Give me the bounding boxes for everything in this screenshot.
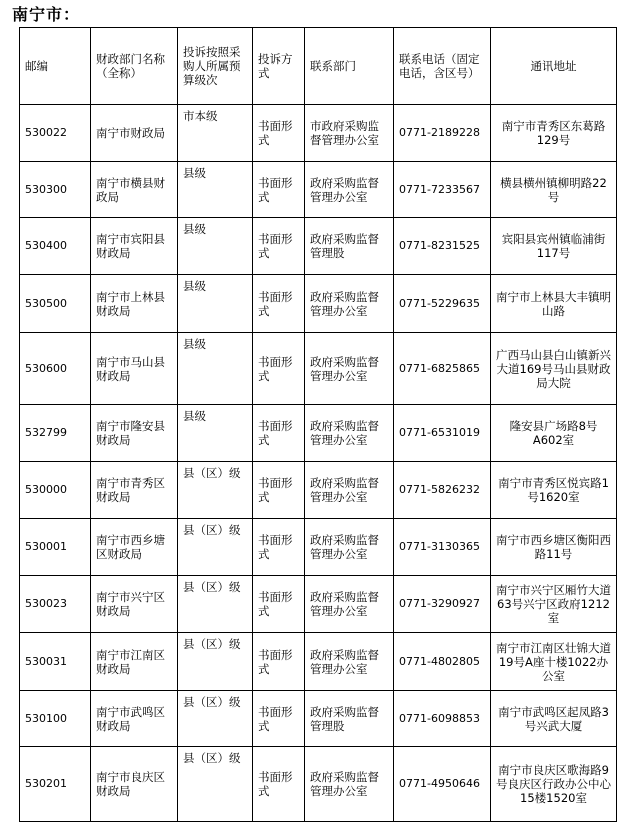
cell-phone: 0771-6531019 — [394, 405, 491, 462]
cell-method: 书面形式 — [253, 275, 305, 333]
cell-dept: 南宁市马山县财政局 — [91, 333, 178, 405]
cell-phone: 0771-6825865 — [394, 333, 491, 405]
cell-zip: 530001 — [20, 519, 91, 576]
header-contact: 联系部门 — [305, 28, 394, 105]
table-row — [20, 162, 617, 218]
cell-method: 书面形式 — [253, 405, 305, 462]
cell-contact: 政府采购监督管理股 — [305, 691, 394, 747]
cell-address: 横县横州镇柳明路22号 — [491, 162, 617, 218]
cell-zip: 530400 — [20, 218, 91, 275]
cell-address: 隆安县广场路8号A602室 — [491, 405, 617, 462]
cell-level: 市本级 — [178, 105, 253, 162]
cell-dept: 南宁市青秀区财政局 — [91, 462, 178, 519]
cell-level: 县（区）级 — [178, 576, 253, 633]
cell-contact: 政府采购监督管理办公室 — [305, 633, 394, 691]
cell-level: 县级 — [178, 333, 253, 405]
cell-method: 书面形式 — [253, 691, 305, 747]
cell-dept: 南宁市横县财政局 — [91, 162, 178, 218]
cell-contact: 政府采购监督管理办公室 — [305, 162, 394, 218]
header-dept: 财政部门名称（全称） — [91, 28, 178, 105]
cell-phone: 0771-2189228 — [394, 105, 491, 162]
cell-level: 县级 — [178, 218, 253, 275]
table-row — [20, 405, 617, 462]
cell-zip: 530100 — [20, 691, 91, 747]
cell-contact: 市政府采购监督管理办公室 — [305, 105, 394, 162]
cell-zip: 530022 — [20, 105, 91, 162]
cell-zip: 530600 — [20, 333, 91, 405]
header-zip: 邮编 — [20, 28, 91, 105]
table-row — [20, 576, 617, 633]
cell-level: 县（区）级 — [178, 747, 253, 822]
cell-address: 南宁市西乡塘区衡阳西路11号 — [491, 519, 617, 576]
table-row — [20, 275, 617, 333]
cell-dept: 南宁市财政局 — [91, 105, 178, 162]
cell-method: 书面形式 — [253, 218, 305, 275]
table-row — [20, 747, 617, 822]
cell-phone: 0771-5229635 — [394, 275, 491, 333]
cell-address: 南宁市上林县大丰镇明山路 — [491, 275, 617, 333]
cell-dept: 南宁市良庆区财政局 — [91, 747, 178, 822]
cell-address: 南宁市青秀区悦宾路1号1620室 — [491, 462, 617, 519]
header-address: 通讯地址 — [491, 28, 617, 105]
finance-dept-table — [19, 27, 617, 822]
cell-method: 书面形式 — [253, 462, 305, 519]
cell-method: 书面形式 — [253, 633, 305, 691]
cell-level: 县级 — [178, 405, 253, 462]
cell-zip: 530500 — [20, 275, 91, 333]
cell-method: 书面形式 — [253, 333, 305, 405]
cell-address: 南宁市江南区壮锦大道19号A座十楼1022办公室 — [491, 633, 617, 691]
cell-contact: 政府采购监督管理办公室 — [305, 462, 394, 519]
cell-method: 书面形式 — [253, 105, 305, 162]
table-header-row — [20, 28, 617, 105]
cell-level: 县（区）级 — [178, 519, 253, 576]
cell-contact: 政府采购监督管理办公室 — [305, 333, 394, 405]
cell-zip: 530000 — [20, 462, 91, 519]
cell-method: 书面形式 — [253, 576, 305, 633]
header-method: 投诉方式 — [253, 28, 305, 105]
page-title: 南宁市： — [12, 5, 81, 24]
cell-dept: 南宁市江南区财政局 — [91, 633, 178, 691]
table-row — [20, 519, 617, 576]
table-row — [20, 333, 617, 405]
cell-dept: 南宁市武鸣区财政局 — [91, 691, 178, 747]
cell-level: 县（区）级 — [178, 462, 253, 519]
cell-address: 南宁市良庆区歌海路9号良庆区行政办公中心15楼1520室 — [491, 747, 617, 822]
cell-phone: 0771-3130365 — [394, 519, 491, 576]
cell-phone: 0771-6098853 — [394, 691, 491, 747]
cell-contact: 政府采购监督管理办公室 — [305, 747, 394, 822]
cell-contact: 政府采购监督管理办公室 — [305, 576, 394, 633]
cell-address: 宾阳县宾州镇临浦街117号 — [491, 218, 617, 275]
cell-phone: 0771-4950646 — [394, 747, 491, 822]
cell-contact: 政府采购监督管理办公室 — [305, 519, 394, 576]
table-row — [20, 218, 617, 275]
cell-dept: 南宁市上林县财政局 — [91, 275, 178, 333]
cell-phone: 0771-8231525 — [394, 218, 491, 275]
cell-method: 书面形式 — [253, 162, 305, 218]
cell-address: 南宁市青秀区东葛路129号 — [491, 105, 617, 162]
cell-zip: 532799 — [20, 405, 91, 462]
cell-zip: 530201 — [20, 747, 91, 822]
cell-method: 书面形式 — [253, 747, 305, 822]
cell-contact: 政府采购监督管理办公室 — [305, 275, 394, 333]
cell-address: 南宁市武鸣区起凤路3号兴武大厦 — [491, 691, 617, 747]
header-phone: 联系电话（固定电话，含区号） — [394, 28, 491, 105]
cell-phone: 0771-5826232 — [394, 462, 491, 519]
cell-level: 县级 — [178, 275, 253, 333]
cell-dept: 南宁市西乡塘区财政局 — [91, 519, 178, 576]
cell-method: 书面形式 — [253, 519, 305, 576]
table-row — [20, 633, 617, 691]
table-row — [20, 691, 617, 747]
cell-dept: 南宁市宾阳县财政局 — [91, 218, 178, 275]
cell-address: 广西马山县白山镇新兴大道169号马山县财政局大院 — [491, 333, 617, 405]
cell-dept: 南宁市兴宁区财政局 — [91, 576, 178, 633]
cell-level: 县级 — [178, 162, 253, 218]
cell-phone: 0771-3290927 — [394, 576, 491, 633]
header-level: 投诉按照采购人所属预算级次 — [178, 28, 253, 105]
cell-zip: 530023 — [20, 576, 91, 633]
cell-dept: 南宁市隆安县财政局 — [91, 405, 178, 462]
cell-level: 县（区）级 — [178, 691, 253, 747]
cell-phone: 0771-4802805 — [394, 633, 491, 691]
cell-phone: 0771-7233567 — [394, 162, 491, 218]
cell-contact: 政府采购监督管理股 — [305, 218, 394, 275]
table-row — [20, 462, 617, 519]
cell-level: 县（区）级 — [178, 633, 253, 691]
cell-contact: 政府采购监督管理办公室 — [305, 405, 394, 462]
cell-address: 南宁市兴宁区厢竹大道63号兴宁区政府1212室 — [491, 576, 617, 633]
cell-zip: 530300 — [20, 162, 91, 218]
table-row — [20, 105, 617, 162]
cell-zip: 530031 — [20, 633, 91, 691]
